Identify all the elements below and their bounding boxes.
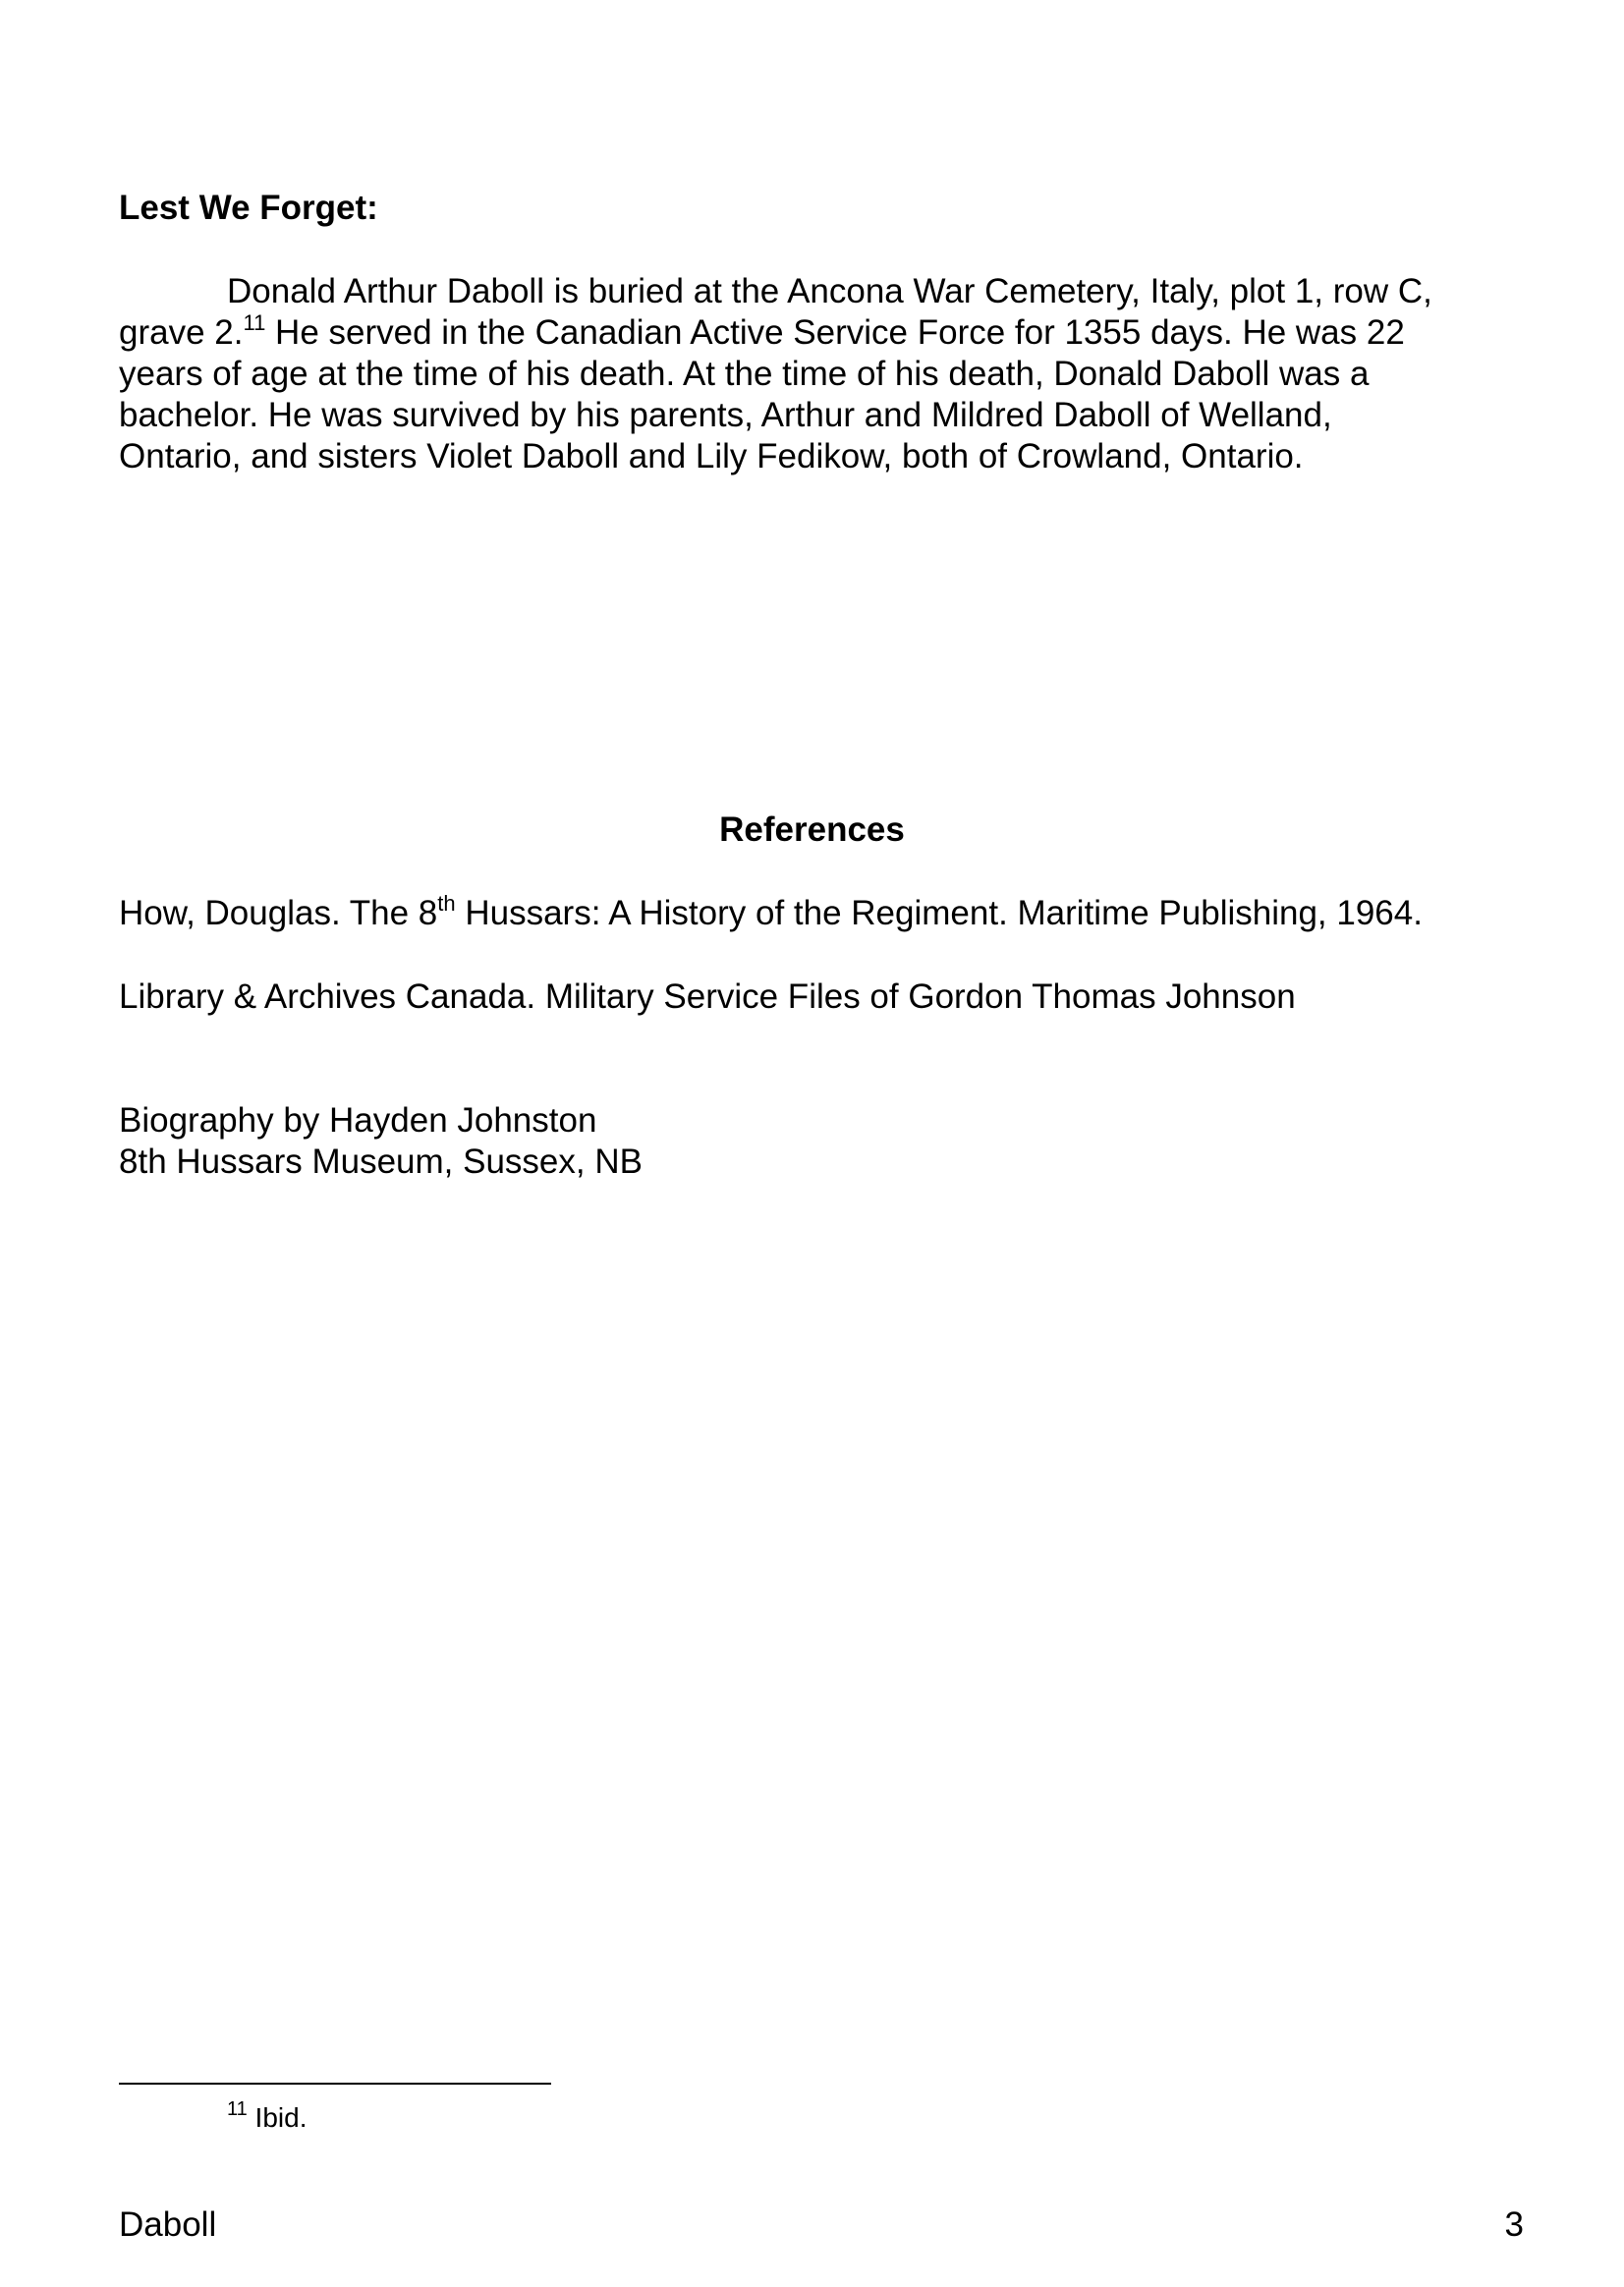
footnote — [227, 2098, 308, 2134]
biography-credit — [119, 1100, 643, 1183]
footnote-number: 11 — [227, 2098, 248, 2120]
references-heading: References — [719, 810, 905, 849]
footnote-separator — [119, 2083, 551, 2085]
reference-entry-1-start: How, Douglas. The 8 — [119, 894, 438, 932]
reference-entry-1 — [119, 891, 1423, 933]
credit-author: Biography by Hayden Johnston — [119, 1101, 597, 1140]
paragraph-line-3: years of age at the time of his death. At the time of his death, Donald Daboll was a — [119, 355, 1370, 393]
paragraph-line-2-end: He served in the Canadian Active Service Force for 1355 days. He was 22 — [265, 313, 1405, 352]
paragraph-line-2 — [119, 312, 1514, 354]
ordinal-superscript: th — [437, 891, 456, 916]
footer-surname: Daboll — [119, 2205, 217, 2244]
paragraph-line-4: bachelor. He was survived by his parents, Arthur and Mildred Daboll of Welland, — [119, 396, 1332, 434]
footnote-text: Ibid. — [247, 2102, 308, 2133]
body-paragraph — [119, 271, 1514, 477]
paragraph-line-5: Ontario, and sisters Violet Daboll and Lily Fedikow, both of Crowland, Ontario. — [119, 437, 1304, 475]
paragraph-line-1: Donald Arthur Daboll is buried at the Ancona War Cemetery, Italy, plot 1, row C, — [227, 272, 1432, 310]
paragraph-line-2-start: grave 2. — [119, 313, 244, 352]
credit-museum: 8th Hussars Museum, Sussex, NB — [119, 1143, 643, 1181]
section-heading: Lest We Forget: — [119, 189, 378, 227]
reference-entry-2: Library & Archives Canada. Military Service Files of Gordon Thomas Johnson — [119, 977, 1296, 1016]
page-number: 3 — [1504, 2205, 1524, 2244]
reference-entry-1-end: Hussars: A History of the Regiment. Maritime Publishing, 1964. — [455, 894, 1423, 932]
footnote-reference[interactable]: 11 — [243, 310, 266, 335]
